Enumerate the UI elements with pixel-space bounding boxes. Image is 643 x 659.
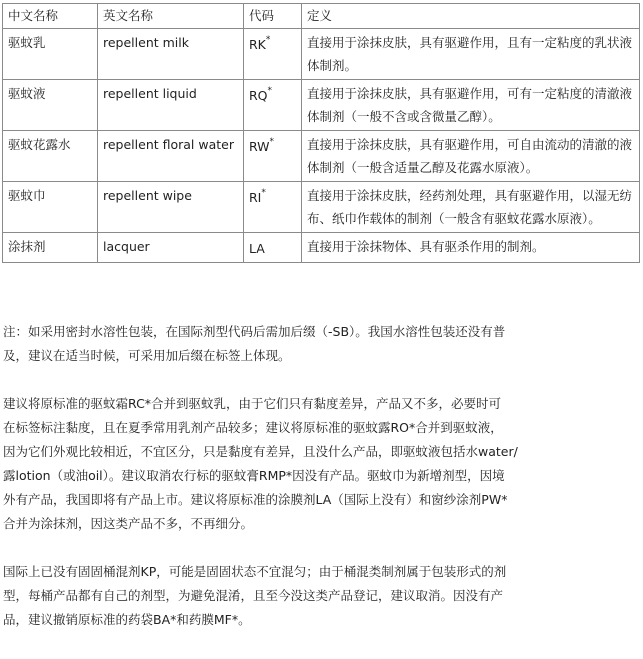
notes-section — [3, 320, 603, 656]
code-text: RW — [249, 139, 270, 155]
cell-definition: 直接用于涂抹皮肤，具有驱避作用，可有一定粘度的清澈液体制剂（一般不含或含微量乙醇）。 — [302, 80, 640, 131]
cell-code — [244, 131, 302, 182]
code-asterisk: * — [267, 86, 273, 96]
cell-code — [244, 80, 302, 131]
table-row — [3, 131, 640, 182]
header-en-name: 英文名称 — [98, 4, 244, 29]
cell-en-name: repellent milk — [98, 29, 244, 80]
header-code: 代码 — [244, 4, 302, 29]
table-row — [3, 182, 640, 233]
note-paragraph: 建议将原标准的驱蚊霜RC*合并到驱蚊乳，由于它们只有黏度差异，产品又不多，必要时可 在标签标注黏度，且在夏季常用乳剂产品较多；建议将原标准的驱蚊露RO*合并到驱蚊液， 因为它们外观比较相近，不宜区分，只是黏度有差异，且没什么产品，即驱蚊液包括水water/ 露lotion（或油oil）。建议取消农行标的驱蚊膏RMP*因没有产品。驱蚊巾为新增剂型，因境 外有产品，我国即将有产品上市。建议将原标准的涂膜剂LA（国际上没有）和窗纱涂剂PW* 合并为涂抹剂，因这类产品不多，不再细分。 — [3, 396, 518, 531]
cell-cn-name: 驱蚊花露水 — [3, 131, 98, 182]
cell-cn-name: 驱蚊巾 — [3, 182, 98, 233]
cell-definition: 直接用于涂抹皮肤，经药剂处理，具有驱避作用，以湿无纺布、纸巾作载体的制剂（一般含有驱蚊花露水原液）。 — [302, 182, 640, 233]
cell-en-name: repellent liquid — [98, 80, 244, 131]
code-text: LA — [249, 241, 265, 257]
cell-definition: 直接用于涂抹皮肤，具有驱避作用，可自由流动的清澈的液体制剂（一般含适量乙醇及花露水原液）。 — [302, 131, 640, 182]
formulation-table — [2, 3, 640, 263]
table-row — [3, 80, 640, 131]
table-row — [3, 233, 640, 263]
note-paragraph: 国际上已没有固固桶混剂KP，可能是固固状态不宜混匀；由于桶混类制剂属于包装形式的剂 型，每桶产品都有自己的剂型，为避免混淆，且至今没这类产品登记，建议取消。因没有产 品，建议撤销原标准的药袋BA*和药膜MF*。 — [3, 564, 507, 627]
code-text: RK — [249, 37, 266, 53]
cell-code — [244, 182, 302, 233]
cell-en-name: repellent floral water — [98, 131, 244, 182]
cell-en-name: repellent wipe — [98, 182, 244, 233]
code-text: RI — [249, 190, 262, 206]
code-asterisk: * — [265, 35, 271, 45]
code-asterisk: * — [269, 137, 275, 147]
cell-en-name: lacquer — [98, 233, 244, 263]
note-paragraph: 注：如采用密封水溶性包装，在国际剂型代码后需加后缀（-SB）。我国水溶性包装还没有普 及，建议在适当时候，可采用加后缀在标签上体现。 — [3, 324, 506, 363]
cell-cn-name: 驱蚊液 — [3, 80, 98, 131]
cell-cn-name: 驱蚊乳 — [3, 29, 98, 80]
cell-cn-name: 涂抹剂 — [3, 233, 98, 263]
cell-definition: 直接用于涂抹物体、具有驱杀作用的制剂。 — [302, 233, 640, 263]
code-asterisk: * — [261, 188, 266, 198]
cell-code — [244, 233, 302, 263]
header-definition: 定义 — [302, 4, 640, 29]
table-row — [3, 29, 640, 80]
cell-definition: 直接用于涂抹皮肤，具有驱避作用，且有一定粘度的乳状液体制剂。 — [302, 29, 640, 80]
cell-code — [244, 29, 302, 80]
code-text: RQ — [249, 88, 268, 104]
header-cn-name: 中文名称 — [3, 4, 98, 29]
table-header-row — [3, 4, 640, 29]
